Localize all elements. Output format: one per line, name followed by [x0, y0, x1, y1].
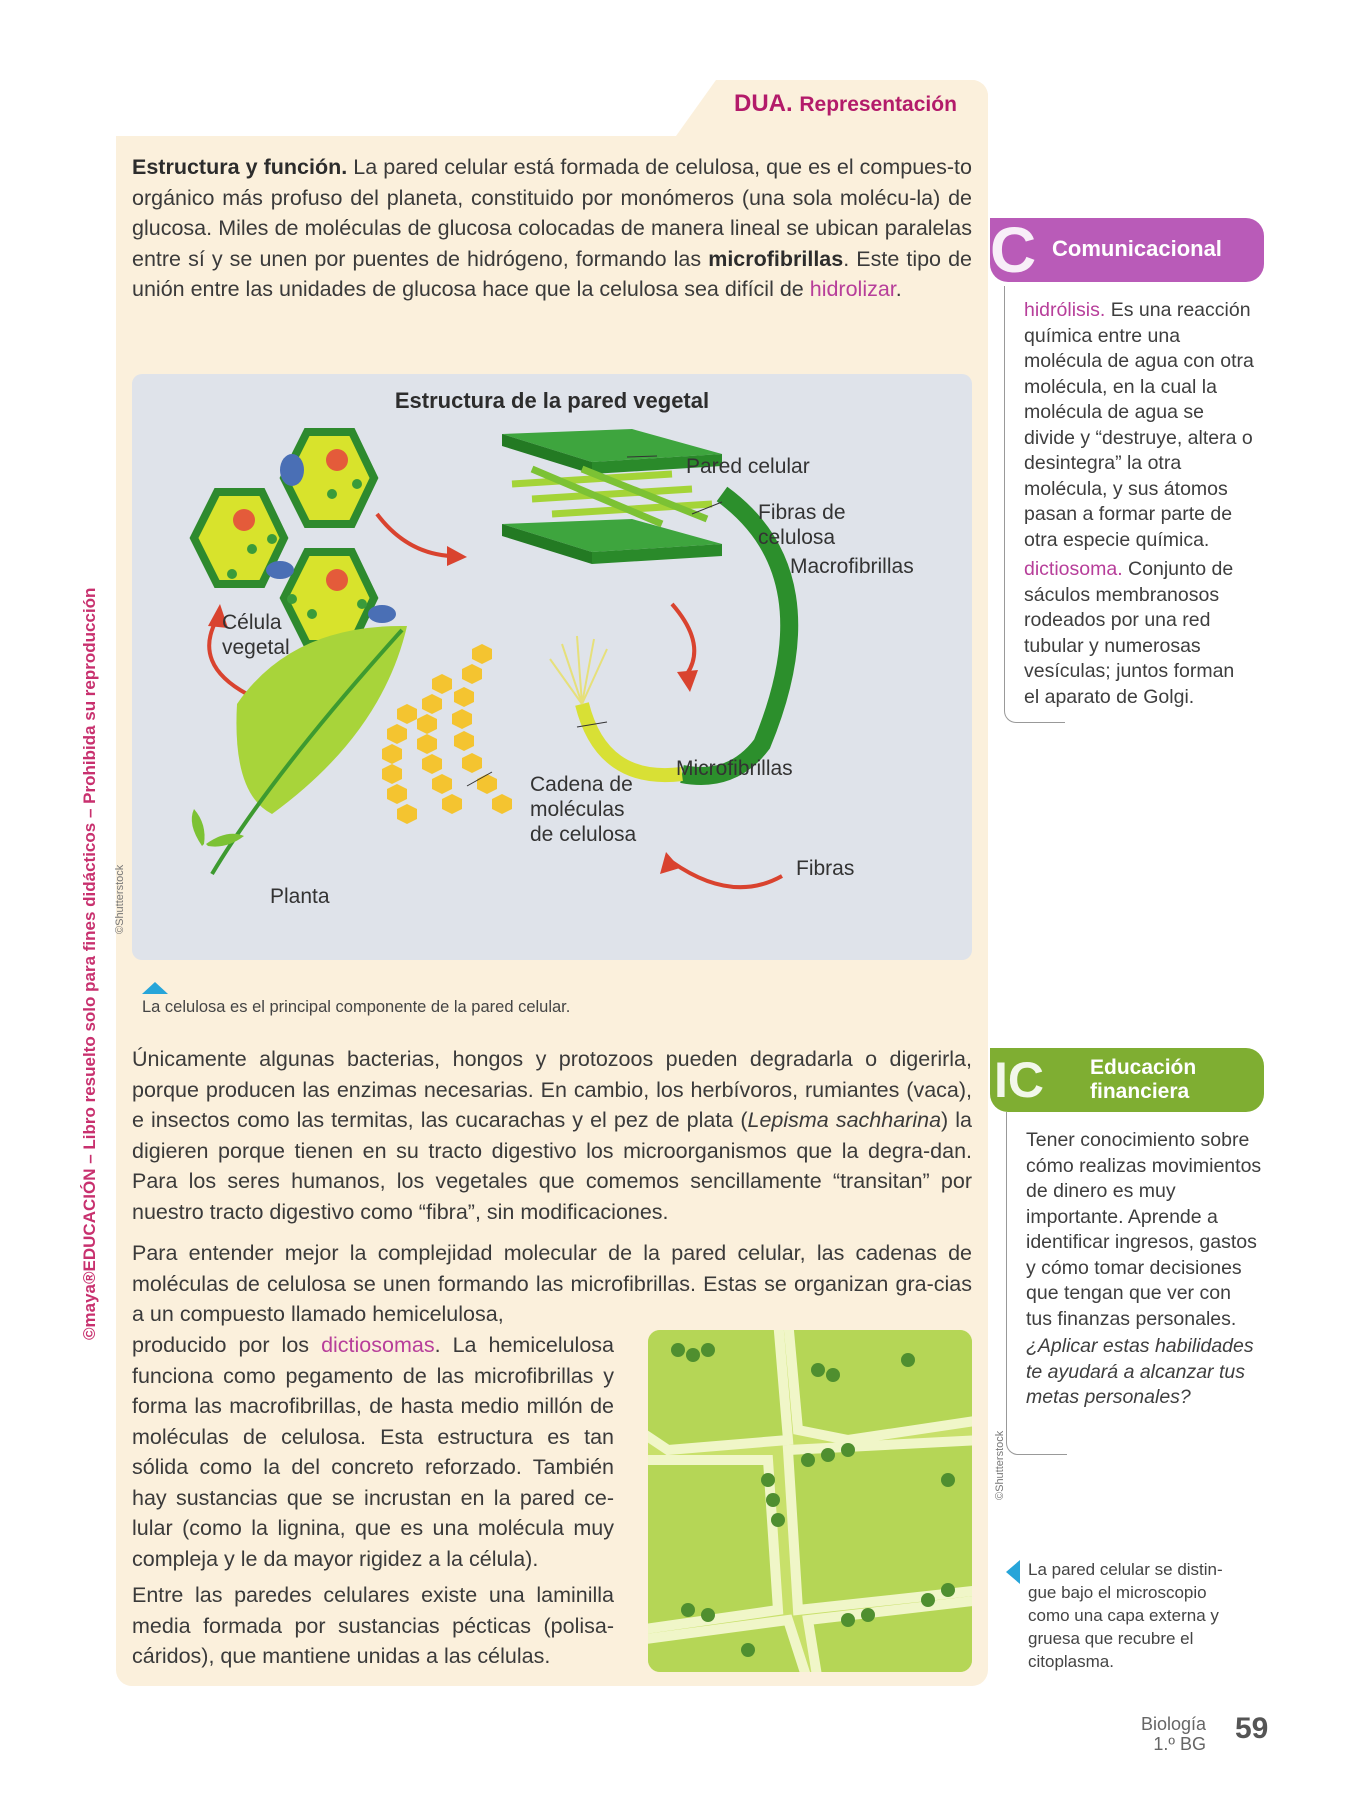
para3-text-c: . La hemicelulosa funciona como pegamento de las microfibrillas y forma las macrofibrillas, de hasta medio millón de moléculas de celulosa. Esta estructura es tan sólida como la del concreto reforzado. También hay sustancias que se incrustan en la pared ce-lular (como la lignina, que es una molécula muy compleja y le da mayor rigidez a la célula).: [132, 1333, 614, 1571]
term-dictiosomas[interactable]: dictiosomas: [321, 1333, 435, 1357]
cell-wall-figure: [114, 374, 972, 960]
caption-triangle-icon: [142, 982, 168, 994]
label-planta: Planta: [270, 885, 330, 908]
paragraph-3-cont: [132, 1330, 614, 1574]
arrow-icon: [677, 670, 698, 692]
cellulose-chains: [382, 644, 512, 824]
panel-top-cut: [116, 80, 716, 136]
term-microfibrillas: microfibrillas: [708, 246, 844, 271]
sidebar-term-hidrolisis: hidrólisis.: [1024, 299, 1106, 321]
sidebar-term-dictiosoma: dictiosoma.: [1024, 558, 1123, 580]
copyright-vertical: [80, 460, 100, 1340]
photo-caption-triangle-icon: [1006, 1560, 1020, 1584]
sidebar-fin-rule: [1006, 1112, 1067, 1455]
sidebar-fin-title: Educación financiera: [1090, 1056, 1197, 1103]
dua-header: [734, 90, 957, 118]
sidebar-com-rule: [1004, 286, 1065, 723]
para3-text-b: producido por los: [132, 1333, 310, 1357]
intro-paragraph: [132, 152, 972, 305]
footer-subject: [1141, 1714, 1206, 1754]
sidebar-com-title: Comunicacional: [1052, 236, 1222, 261]
dua-label: DUA.: [734, 90, 793, 117]
cell-wall-layers: [502, 429, 722, 564]
copyright-text: ©maya®EDUCACIÓN – Libro resuelto solo para fines didácticos – Prohibida su reproducción: [80, 587, 99, 1340]
term-hidrolizar[interactable]: hidrolizar: [809, 277, 896, 301]
sidebar-fin-text: Tener conocimiento sobre cómo realizas movimientos de dinero es muy importante. Aprende a identificar ingresos, gastos y cómo tomar decisiones que tengan que ver con tus finanzas personales.: [1026, 1129, 1262, 1330]
label-cadena-moleculas: Cadena de moléculas de celulosa: [530, 773, 637, 846]
arrow-icon: [447, 546, 467, 566]
photo-credit: ©Shutterstock: [994, 1430, 1006, 1500]
paragraph-3: [132, 1238, 972, 1330]
para2-text-b: ) la digieren porque tienen en su tracto digestivo los microorganismos que la degra-dan. Para los seres humanos, los vegetales que comemos sencillamente “transitan” por nuestro tracto digestivo como “fibra”, sin modificaciones.: [132, 1108, 972, 1224]
leaf: [192, 626, 407, 874]
microscope-photo: [648, 1330, 972, 1672]
dua-notch: [676, 80, 716, 136]
label-celula-vegetal: Célula vegetal: [222, 611, 290, 659]
para2-text-a: Únicamente algunas bacterias, hongos y protozoos pueden degradarla o digerirla, porque producen las enzimas necesarias. En cambio, los herbívoros, rumiantes (vaca), e insectos como las termitas, las cucarachas y el pez de plata (: [132, 1047, 972, 1132]
sidebar-fin-header: [990, 1048, 1264, 1112]
para4-text: Entre las paredes celulares existe una laminilla media formada por sustancias pécticas (polisa-cáridos), que mantiene unidas a las células.: [132, 1583, 614, 1668]
figure-credit: ©Shutterstock: [114, 864, 126, 934]
intro-lead: Estructura y función.: [132, 155, 348, 179]
c-icon: C: [990, 214, 1037, 286]
ic-icon: IC: [994, 1052, 1044, 1108]
paragraph-2: [132, 1044, 972, 1227]
intro-text-b: . Este tipo de unión entre las unidades de glucosa hace que la celulosa sea difícil de: [132, 246, 972, 301]
paragraph-4: [132, 1580, 614, 1672]
sidebar-com-header: [990, 214, 1264, 286]
intro-text-c: .: [895, 277, 902, 301]
dua-sub: Representación: [799, 93, 957, 116]
label-microfibrillas: Microfibrillas: [676, 757, 793, 780]
intro-text-a: La pared celular está formada de celulosa, que es el compues-to orgánico más profuso del planeta, constituido por monómeros (una sola molécu-la) de glucosa. Miles de moléculas de glucosa colocadas de manera lineal se ubican paralelas entre sí y se unen por puentes de hidrógeno, formando las: [132, 155, 972, 271]
label-fibras-celulosa: Fibras de celulosa: [758, 501, 846, 549]
page-number: 59: [1235, 1712, 1269, 1745]
label-macrofibrillas: Macrofibrillas: [790, 555, 914, 578]
sidebar-def-dictiosoma: Conjunto de sáculos membranosos rodeados por una red tubular y numerosas vesículas; juntos forman el aparato de Golgi.: [1024, 558, 1235, 708]
species-name: Lepisma sachharina: [747, 1108, 942, 1132]
sidebar-def-hidrolisis: Es una reacción química entre una molécula de agua con otra molécula, en la cual la molécula de agua se divide y “destruye, altera o desintegra” la otra molécula, y sus átomos pasan a formar parte de otra especie química.: [1024, 299, 1254, 551]
sidebar-fin-question: ¿Aplicar estas habilidades te ayudará a alcanzar tus metas personales?: [1026, 1335, 1254, 1408]
footer-level: 1.º BG: [1153, 1734, 1206, 1754]
figure-title: Estructura de la pared vegetal: [394, 388, 710, 413]
footer-subject-name: Biología: [1140, 1714, 1206, 1734]
microscope-image: [648, 1330, 972, 1672]
photo-caption: La pared celular se distin-gue bajo el microscopio como una capa externa y gruesa que recubre el citoplasma.: [1028, 1560, 1223, 1671]
figure-caption: La celulosa es el principal componente de la pared celular.: [142, 998, 571, 1016]
label-pared-celular: Pared celular: [686, 455, 810, 478]
microfibril-strands: [550, 636, 607, 704]
label-fibras: Fibras: [796, 857, 855, 880]
para3-text-a: Para entender mejor la complejidad molecular de la pared celular, las cadenas de moléculas de celulosa se unen formando las microfibrillas. Estas se organizan gra-cias a un compuesto llamado hemicelulosa,: [132, 1241, 972, 1326]
